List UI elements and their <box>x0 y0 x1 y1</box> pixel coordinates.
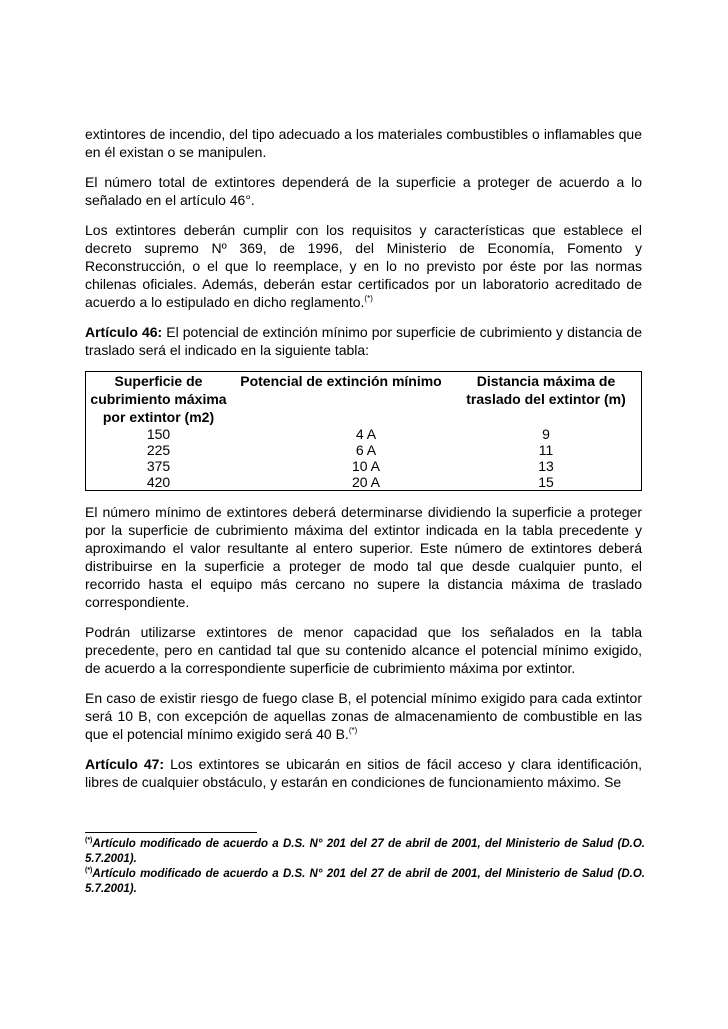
cell-potencial: 20 A <box>351 474 381 490</box>
table-row <box>86 474 642 491</box>
paragraph-numero-minimo <box>85 503 642 611</box>
paragraph-text: El número total de extintores dependerá de la superficie a proteger de acuerdo a lo señalado en el artículo 46°. <box>85 174 642 208</box>
table-row <box>86 458 642 474</box>
paragraph-text: El número mínimo de extintores deberá determinarse dividiendo la superficie a proteger por la superficie de cubrimiento máxima del extintor indicada en la tabla precedente y aproximando el valor resultante al entero superior. Este número de extintores deberá distribuirse en la superficie a proteger de modo tal que desde cualquier punto, el recorrido hasta el equipo más cercano no supere la distancia máxima de traslado correspondiente. <box>85 504 642 610</box>
paragraph-text: Los extintores deberán cumplir con los requisitos y características que establece el decreto supremo Nº 369, de 1996, del Ministerio de Economía, Fomento y Reconstrucción, o el que lo reemplace, y en lo no previsto por éste por las normas chilenas oficiales. Además, deberán estar certificados por un laboratorio acreditado de acuerdo a lo estipulado en dicho reglamento. <box>85 222 642 310</box>
document-body <box>85 125 642 803</box>
footnote-ref: (*) <box>348 726 358 735</box>
paragraph-numero-total <box>85 173 642 209</box>
footnote-2 <box>85 867 645 897</box>
cell-potencial: 6 A <box>355 442 377 458</box>
paragraph-fuego-clase-b <box>85 689 642 743</box>
header-potencial: Potencial de extinción mínimo <box>240 373 442 389</box>
paragraph-text: Podrán utilizarse extintores de menor capacidad que los señalados en la tabla precedente, pero en cantidad tal que su contenido alcance el potencial mínimo exigido, de acuerdo a la correspondiente superficie de cubrimiento máxima por extintor. <box>85 624 642 676</box>
paragraph-text: En caso de existir riesgo de fuego clase B, el potencial mínimo exigido para cada extintor será 10 B, con excepción de aquellas zonas de almacenamiento de combustible en las que el potencial mínimo exigido será 40 B. <box>85 690 642 742</box>
paragraph-menor-capacidad <box>85 623 642 677</box>
header-superficie: Superficie de cubrimiento máxima por extintor (m2) <box>90 373 227 425</box>
footnote-text: Artículo modificado de acuerdo a D.S. N° 201 del 27 de abril de 2001, del Ministerio de Salud (D.O. 5.7.2001). <box>85 868 645 895</box>
footnote-1 <box>85 837 645 867</box>
paragraph-requisitos <box>85 221 642 311</box>
cell-distancia: 13 <box>538 458 554 474</box>
footnote-ref: (*) <box>364 294 373 303</box>
article-47-label: Artículo 47: <box>85 756 165 772</box>
footnote-marker: (*) <box>85 867 93 874</box>
cell-superficie: 375 <box>146 458 171 474</box>
extintores-table <box>85 371 642 491</box>
cell-superficie: 420 <box>146 474 171 490</box>
table-row <box>86 442 642 458</box>
footnotes <box>85 832 645 897</box>
article-46-label: Artículo 46: <box>85 324 163 340</box>
cell-distancia: 11 <box>538 442 554 458</box>
header-distancia: Distancia máxima de traslado del extintor (m) <box>466 373 626 407</box>
footnote-text: Artículo modificado de acuerdo a D.S. N° 201 del 27 de abril de 2001, del Ministerio de Salud (D.O. 5.7.2001). <box>85 838 645 865</box>
table-row <box>86 426 642 442</box>
cell-potencial: 10 A <box>351 458 381 474</box>
paragraph-articulo-46 <box>85 323 642 359</box>
cell-distancia: 9 <box>542 426 550 442</box>
cell-superficie: 225 <box>146 442 171 458</box>
cell-distancia: 15 <box>538 474 554 490</box>
paragraph-articulo-47 <box>85 755 642 791</box>
footnote-divider <box>85 832 257 833</box>
cell-superficie: 150 <box>146 426 171 442</box>
paragraph-extintores-intro <box>85 125 642 161</box>
paragraph-text: Los extintores se ubicarán en sitios de fácil acceso y clara identificación, libres de cualquier obstáculo, y estarán en condiciones de funcionamiento máximo. Se <box>85 756 643 790</box>
table-header-row <box>86 372 642 427</box>
footnote-marker: (*) <box>85 837 93 844</box>
cell-potencial: 4 A <box>355 426 377 442</box>
paragraph-text: El potencial de extinción mínimo por superficie de cubrimiento y distancia de traslado será el indicado en la siguiente tabla: <box>85 324 643 358</box>
paragraph-text: extintores de incendio, del tipo adecuado a los materiales combustibles o inflamables que en él existan o se manipulen. <box>85 126 642 160</box>
